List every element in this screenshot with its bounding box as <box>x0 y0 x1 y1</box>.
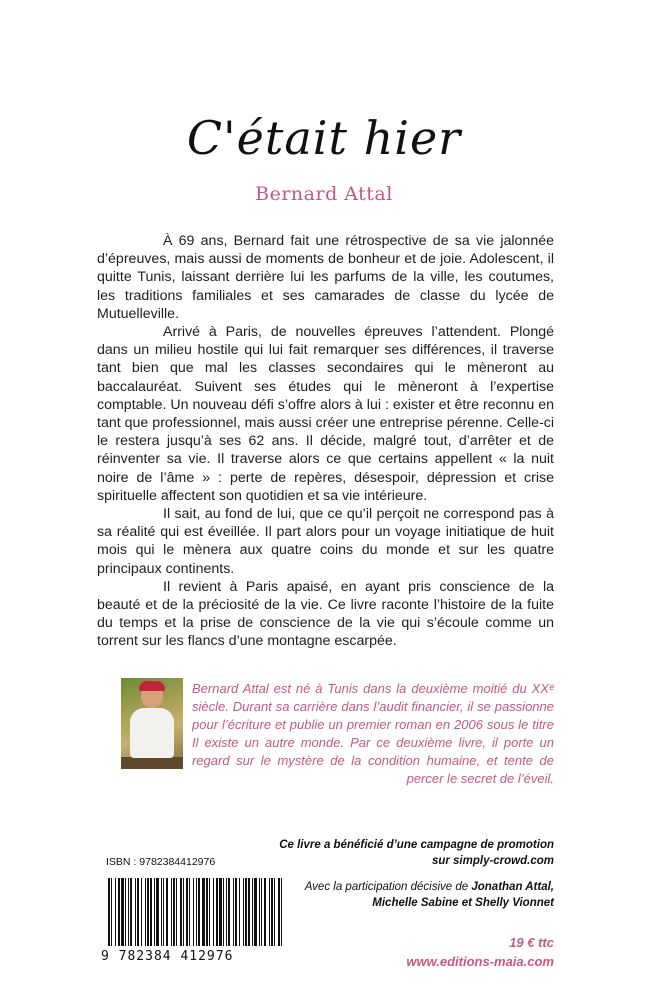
partners-note <box>254 879 554 911</box>
book-author: Bernard Attal <box>255 183 393 205</box>
author-bio <box>192 680 554 788</box>
barcode <box>106 878 286 956</box>
synopsis-paragraph: À 69 ans, Bernard fait une rétrospective de sa vie jalonnée d’épreuves, mais aussi de moments de bonheur et de joie. Adolescent, il quitte Tunis, laissant derrière lui les parfums de la ville, les coutumes, les traditions familiales et ses camarades de classe du lycée de Mutuelleville. <box>97 233 554 322</box>
synopsis-paragraph: Il sait, au fond de lui, que ce qu’il perçoit ne correspond pas à sa réalité qui est éveillée. Il part alors pour un voyage initiatique de huit mois qui le mènera aux quatre coins du monde et sur les quatre principaux continents. <box>97 506 554 577</box>
partners-line-1 <box>254 879 554 895</box>
synopsis-paragraph: Arrivé à Paris, de nouvelles épreuves l’attendent. Plongé dans un milieu hostile qui lui fait remarquer ses différences, il traverse tant bien que mal les classes secondaires qui le mèneront au baccalauréat. Suivent ses études qui le mèneront à l’expertise comptable. Un nouveau défi s’offre alors à lui : exister et être reconnu en tant que professionnel, mais aussi créer une entreprise pérenne. Celle-ci le restera jusqu’à ses 62 ans. Il décide, malgré tout, d’arrêter et de réinventer sa vie. Il traverse alors ce que certains appellent « la nuit noire de l’âme » : perte de repères, désespoir, dépression et crise spirituelle affectent son quotidien et sa vie intérieure. <box>97 324 554 504</box>
partners-line-2: Michelle Sabine et Shelly Vionnet <box>372 897 554 909</box>
author-photo <box>121 678 183 769</box>
partners-lead: Avec la participation décisive de <box>304 881 472 893</box>
promo-line-1: Ce livre a bénéficié d’une campagne de promotion <box>279 839 554 851</box>
promo-line-2: sur simply-crowd.com <box>431 855 554 867</box>
isbn-label: ISBN : 9782384412976 <box>106 856 216 868</box>
book-title: C'était hier <box>186 111 462 165</box>
partners-name-1: Jonathan Attal, <box>471 881 554 893</box>
barcode-digits: 9 782384 412976 <box>101 949 234 964</box>
synopsis-paragraph: Il revient à Paris apaisé, en ayant pris conscience de la beauté et de la préciosité de la vie. Ce livre raconte l’histoire de la fuite du temps et la prise de conscience de la vie qui s’écoule comme un torrent sur les flancs d’une montagne escarpée. <box>97 578 554 650</box>
price: 19 € ttc <box>509 935 554 950</box>
promo-note <box>254 837 554 869</box>
publisher-website: www.editions-maia.com <box>406 954 554 969</box>
author-bio-text: Bernard Attal est né à Tunis dans la deuxième moitié du XXᵉ siècle. Durant sa carrière dans l’audit financier, il se passionne pour l’écriture et publie un premier roman en 2006 sous le titre Il existe un autre monde. Par ce deuxième livre, il porte un regard sur le mystère de la condition humaine, et tente de percer le secret de l’éveil. <box>192 681 554 786</box>
synopsis <box>97 232 554 651</box>
